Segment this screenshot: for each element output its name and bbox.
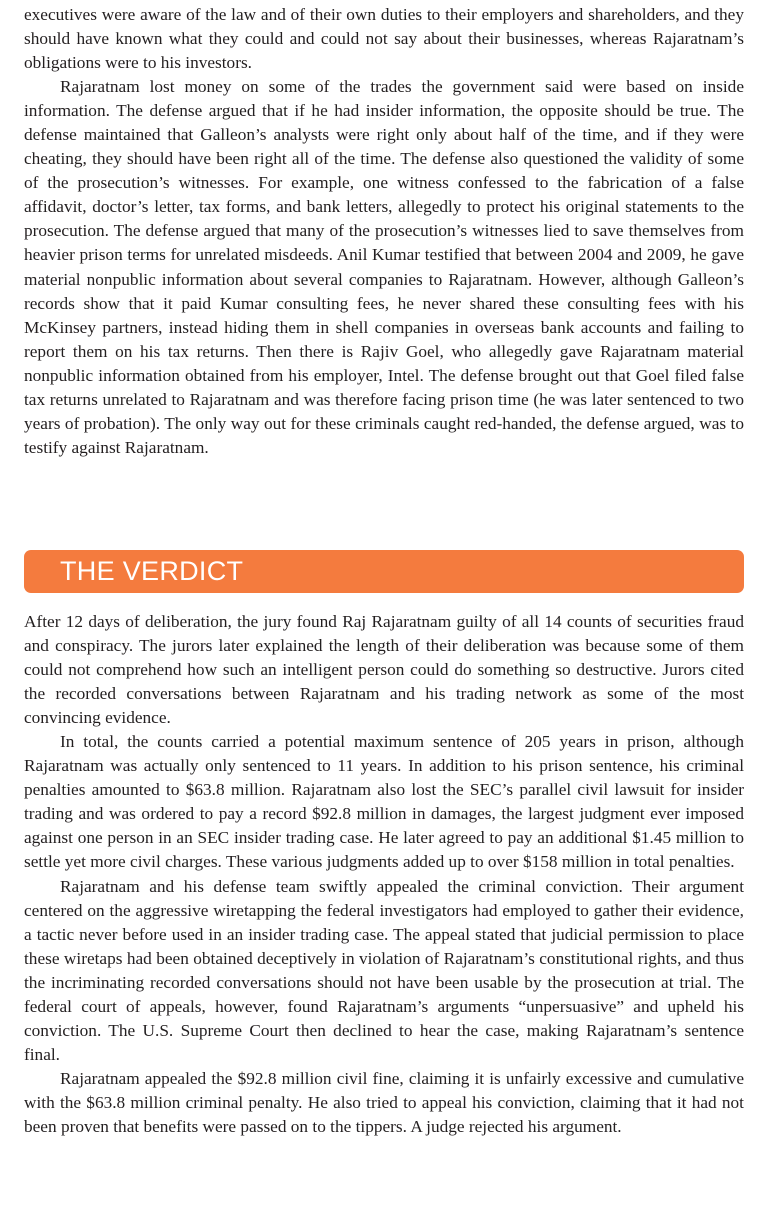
paragraph-sentence: In total, the counts carried a potential maximum sentence of 205 years in prison, although Rajaratnam was actually only sentenced to 11 years. In addition to his prison sentence, his criminal penalties amounted to $63.8 million. Rajaratnam also lost the SEC’s parallel civil lawsuit for insider trading and was ordered to pay a record $92.8 million in damages, the largest judgment ever imposed against one person in an SEC insider trading case. He later agreed to pay an additional $1.45 million to settle yet more civil charges. These various judgments added up to over $158 million in total penalties. [24,732,744,872]
paragraph-appeal: Rajaratnam and his defense team swiftly appealed the criminal conviction. Their argument centered on the aggressive wiretapping the federal investigators had employed to gather their evidence, a tactic never before used in an insider trading case. The appeal stated that judicial permission to place these wiretaps had been obtained deceptively in violation of Rajaratnam’s constitutional rights, and thus the incriminating recorded conversations should not have been usable by the prosecution at trial. The federal court of appeals, however, found Rajaratnam’s arguments “unpersuasive” and upheld his conviction. The U.S. Supreme Court then declined to hear the case, making Rajaratnam’s sentence final. [24,876,744,1064]
paragraph-civil-fine-appeal: Rajaratnam appealed the $92.8 million civil fine, claiming it is unfairly excessive and cumulative with the $63.8 million criminal penalty. He also tried to appeal his conviction, claiming that it had not been proven that benefits were passed on to the tippers. A judge rejected his argument. [24,1068,744,1136]
paragraph-continuation: executives were aware of the law and of their own duties to their employers and shareholders, and they should have known what they could and could not say about their businesses, whereas Rajaratnam’s obligations were to his investors. [24,5,744,73]
paragraph-verdict: After 12 days of deliberation, the jury found Raj Rajaratnam guilty of all 14 counts of securities fraud and conspiracy. The jurors later explained the length of their deliberation was because some of them could not comprehend how such an intelligent person could do something so destructive. Jurors cited the recorded conversations between Rajaratnam and his trading network as some of the most convincing evidence. [24,612,744,728]
section-heading: THE VERDICT [60,556,244,586]
paragraph-defense-argument: Rajaratnam lost money on some of the trades the government said were based on inside information. The defense argued that if he had insider information, the opposite should be true. The defense maintained that Galleon’s analysts were right only about half of the time, and if they were cheating, they should have been right all of the time. The defense also questioned the validity of some of the prosecution’s witnesses. For example, one witness confessed to the fabrication of a false affidavit, doctor’s letter, tax forms, and bank letters, allegedly to protect his original statements to the prosecution. The defense argued that many of the prosecution’s witnesses lied to save themselves from heavier prison terms for unrelated misdeeds. Anil Kumar testified that between 2004 and 2009, he gave material nonpublic information about several companies to Rajaratnam. However, although Galleon’s records show that it paid Kumar consulting fees, he never shared these consulting fees with his McKinsey partners, instead hiding them in shell companies in overseas bank accounts and failing to report them on his tax returns. Then there is Rajiv Goel, who allegedly gave Rajaratnam material nonpublic information obtained from his employer, Intel. The defense brought out that Goel filed false tax returns unrelated to Rajaratnam and was therefore facing prison time (he was later sentenced to two years of probation). The only way out for these criminals caught red-handed, the defense argued, was to testify against Rajaratnam. [24,77,744,457]
verdict-text-block [24,610,744,1139]
section-heading-banner [24,550,744,593]
continued-text-block [24,3,744,460]
